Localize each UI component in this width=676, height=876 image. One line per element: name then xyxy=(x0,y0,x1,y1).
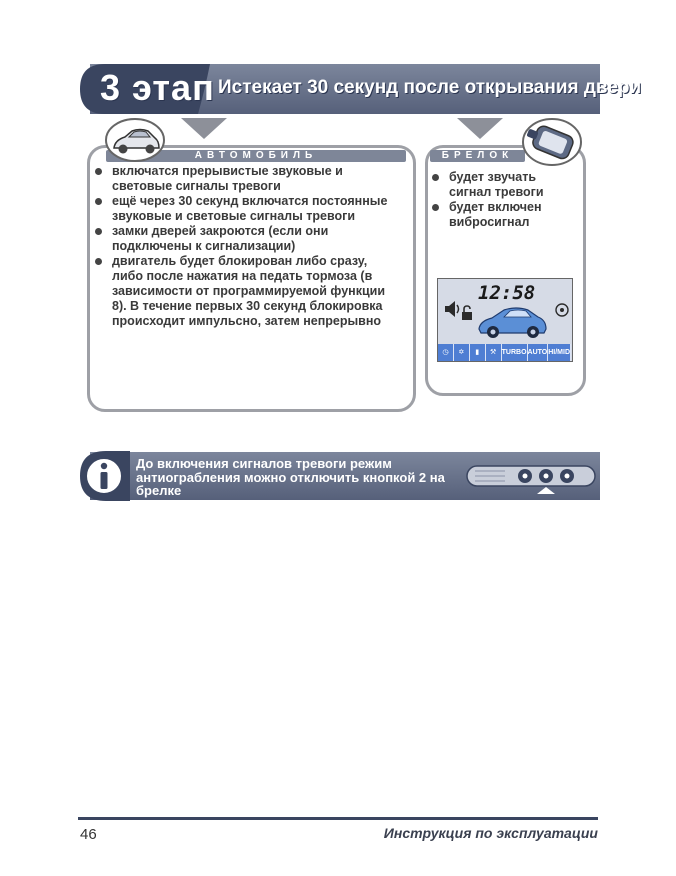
wrench-icon: ⚒ xyxy=(486,344,502,361)
shock-sensor-icon xyxy=(555,303,569,317)
fan-icon: ✡ xyxy=(454,344,470,361)
lcd-status-bar xyxy=(438,344,571,361)
car-display-icon xyxy=(476,303,548,341)
auto-indicator: AUTO xyxy=(528,344,549,361)
list-item: ещё через 30 секунд включатся постоянные звуковые и световые сигналы тревоги xyxy=(92,194,397,224)
key-fob-buttons-icon xyxy=(465,458,599,494)
info-text: До включения сигналов тревоги режим антиограбления можно отключить кнопкой 2 на брелке xyxy=(136,456,445,498)
key-fob-icon xyxy=(522,118,582,166)
turbo-indicator: TURBO xyxy=(502,344,528,361)
list-item: будет включен вибросигнал xyxy=(429,200,564,230)
footer-title: Инструкция по эксплуатации xyxy=(383,825,598,841)
himid-indicator: HI/MID xyxy=(548,344,571,361)
clock-icon: ◷ xyxy=(438,344,454,361)
stage-number: 3 этап xyxy=(100,67,215,108)
stage-banner xyxy=(80,64,642,114)
list-item: замки дверей закроются (если они подключены к сигнализации) xyxy=(92,224,397,254)
car-icon xyxy=(105,118,165,162)
lock-icon xyxy=(460,305,474,321)
car-panel-list xyxy=(92,164,397,329)
fob-pointer-arrow xyxy=(457,118,503,139)
car-pointer-arrow xyxy=(181,118,227,139)
list-item: двигатель будет блокирован либо сразу, либо после нажатия на педать тормоза (в зависимости от программируемой функции 8). В течение первых 30 секунд блокировка происходит импульсно, затем непрерывно xyxy=(92,254,397,329)
fob-panel-tab: БРЕЛОК xyxy=(430,150,525,162)
footer-divider xyxy=(78,817,598,820)
page-number: 46 xyxy=(80,826,97,843)
list-item: будет звучать сигнал тревоги xyxy=(429,170,564,200)
list-item: включатся прерывистые звуковые и световые сигналы тревоги xyxy=(92,164,397,194)
fob-panel-list xyxy=(429,170,564,230)
info-icon xyxy=(84,456,124,496)
fob-lcd-display xyxy=(437,278,573,362)
battery-icon: ▮ xyxy=(470,344,486,361)
lcd-time: 12:58 xyxy=(478,282,536,304)
stage-title: Истекает 30 секунд после открывания двери xyxy=(218,77,642,98)
car-panel-tab: АВТОМОБИЛЬ xyxy=(106,150,406,162)
